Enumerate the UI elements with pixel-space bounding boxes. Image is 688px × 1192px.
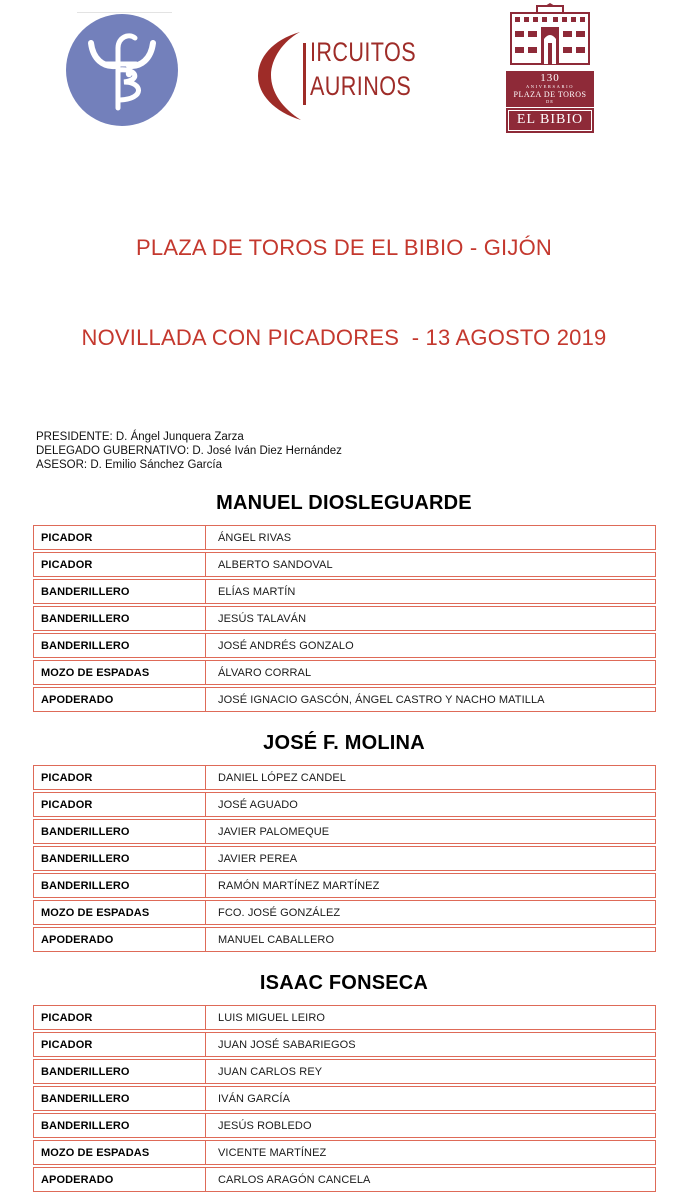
role-cell: BANDERILLERO [34,1060,206,1083]
circuitos-text-line1: IRCUITOS [310,37,417,67]
asesor-line: ASESOR: D. Emilio Sánchez García [36,459,222,471]
role-cell: MOZO DE ESPADAS [34,661,206,684]
table-row [33,900,656,925]
title-line-2: NOVILLADA CON PICADORES - 13 AGOSTO 2019 [81,325,607,350]
role-cell: MOZO DE ESPADAS [34,1141,206,1164]
de-text: DE [546,98,554,104]
person-cell: MANUEL CABALLERO [218,933,335,946]
person-cell: ELÍAS MARTÍN [218,585,296,598]
person-cell: IVÁN GARCÍA [218,1092,291,1105]
role-cell: PICADOR [34,1006,206,1029]
person-cell: JAVIER PEREA [218,852,298,865]
crew-table [33,525,656,712]
role-cell: PICADOR [34,793,206,816]
table-row [33,1032,656,1057]
table-row [33,606,656,631]
person-cell: JOSÉ ANDRÉS GONZALO [218,639,354,652]
title-line-1: PLAZA DE TOROS DE EL BIBIO - GIJÓN [136,235,552,260]
table-row [33,687,656,712]
section-title: JOSÉ F. MOLINA [263,732,425,754]
person-cell: JUAN CARLOS REY [218,1065,323,1078]
role-cell: PICADOR [34,766,206,789]
el-bibio-logo [506,3,594,133]
person-cell: ALBERTO SANDOVAL [218,558,333,571]
person-cell: CARLOS ARAGÓN CANCELA [218,1173,371,1186]
person-cell: ÁLVARO CORRAL [218,666,312,679]
el-bibio-namebox [506,108,594,133]
table-row [33,846,656,871]
person-cell: DANIEL LÓPEZ CANDEL [218,771,347,784]
role-cell: PICADOR [34,526,206,549]
role-cell: PICADOR [34,553,206,576]
crew-table [33,1005,656,1192]
header-logos [0,0,688,160]
person-cell: FCO. JOSÉ GONZÁLEZ [218,906,341,919]
table-row [33,660,656,685]
person-cell: LUIS MIGUEL LEIRO [218,1011,326,1024]
role-cell: BANDERILLERO [34,580,206,603]
table-row [33,525,656,550]
table-row [33,1005,656,1030]
federacion-bull-logo [66,14,178,126]
table-row [33,927,656,952]
presidente-line: PRESIDENTE: D. Ángel Junquera Zarza [36,431,244,443]
divider [77,12,172,13]
role-cell: BANDERILLERO [34,607,206,630]
table-row [33,633,656,658]
bull-monogram-icon [66,14,178,126]
plaza-de-toros-text: PLAZA DE TOROS [513,89,587,99]
anniversary-number: 130 [540,72,560,84]
role-cell: MOZO DE ESPADAS [34,901,206,924]
person-cell: RAMÓN MARTÍNEZ MARTÍNEZ [218,879,380,892]
role-cell: APODERADO [34,688,206,711]
table-row [33,1086,656,1111]
table-row [33,1113,656,1138]
section-title: ISAAC FONSECA [259,972,429,994]
aniversario-text: ANIVERSARIO [525,84,575,89]
anniversary-banner [506,71,594,107]
officials-block [36,430,688,472]
person-cell: VICENTE MARTÍNEZ [218,1146,327,1159]
section-title: MANUEL DIOSLEGUARDE [216,492,472,514]
table-row [33,819,656,844]
table-row [33,873,656,898]
role-cell: APODERADO [34,928,206,951]
person-cell: JUAN JOSÉ SABARIEGOS [218,1038,356,1051]
circuitos-taurinos-logo [256,30,446,122]
event-title [0,173,688,413]
table-row [33,765,656,790]
delegado-line: DELEGADO GUBERNATIVO: D. José Iván Diez Hernández [36,445,342,457]
person-cell: JOSÉ AGUADO [218,798,298,811]
person-cell: JESÚS ROBLEDO [218,1119,312,1132]
role-cell: BANDERILLERO [34,634,206,657]
sections-container [0,492,688,1192]
person-cell: JAVIER PALOMEQUE [218,825,330,838]
crew-table [33,765,656,952]
el-bibio-name: EL BIBIO [508,110,592,131]
t-stem [303,43,306,105]
role-cell: APODERADO [34,1168,206,1191]
table-row [33,792,656,817]
table-row [33,579,656,604]
table-row [33,1140,656,1165]
role-cell: BANDERILLERO [34,874,206,897]
table-row [33,552,656,577]
person-cell: JESÚS TALAVÁN [218,612,307,625]
role-cell: BANDERILLERO [34,1087,206,1110]
table-row [33,1059,656,1084]
table-row [33,1167,656,1192]
c-swoosh-icon [256,32,302,120]
role-cell: BANDERILLERO [34,1114,206,1137]
person-cell: ÁNGEL RIVAS [218,531,292,544]
role-cell: BANDERILLERO [34,820,206,843]
bullring-facade-icon [506,3,594,65]
person-cell: JOSÉ IGNACIO GASCÓN, ÁNGEL CASTRO Y NACHO MATILLA [218,693,545,706]
role-cell: PICADOR [34,1033,206,1056]
role-cell: BANDERILLERO [34,847,206,870]
circuitos-text-line2: AURINOS [310,71,412,101]
